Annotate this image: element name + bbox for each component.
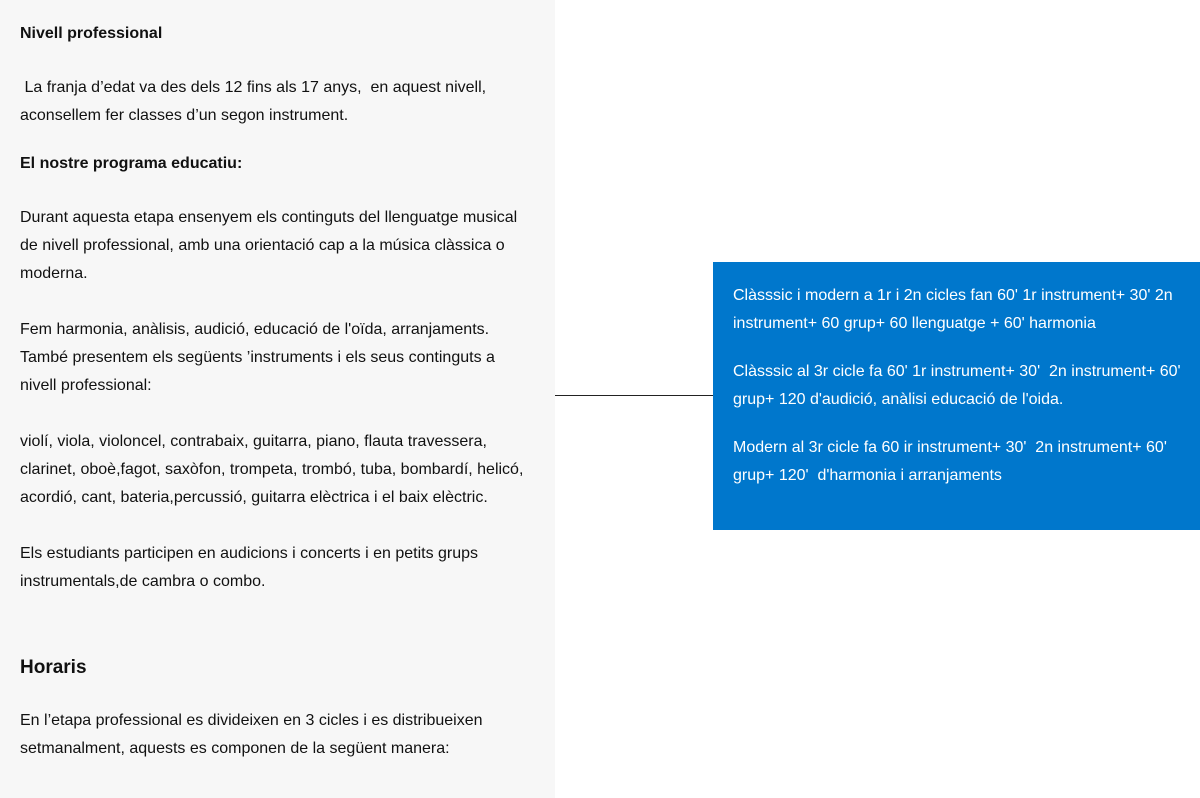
intro-paragraph: La franja d’edat va des dels 12 fins als 17 anys, en aquest nivell, aconsellem fer classes d’un segon instrument.	[20, 79, 491, 124]
program-heading: El nostre programa educatiu:	[20, 155, 243, 172]
connector-line	[555, 395, 713, 396]
schedule-item-classic-3r: Clàsssic al 3r cicle fa 60' 1r instrument+ 30' 2n instrument+ 60' grup+ 120 d'audició, anàlisi educació de l'oida.	[733, 363, 1186, 408]
schedule-item-modern-3r: Modern al 3r cicle fa 60 ir instrument+ 30' 2n instrument+ 60' grup+ 120' d'harmonia i arranjaments	[733, 439, 1172, 484]
content-column	[20, 20, 530, 763]
program-paragraph-4: Els estudiants participen en audicions i concerts i en petits grups instrumentals,de cambra o combo.	[20, 545, 479, 590]
schedule-info-box	[713, 262, 1200, 530]
program-paragraph-1: Durant aquesta etapa ensenyem els continguts del llenguatge musical de nivell professional, amb una orientació cap a la música clàssica o moderna.	[20, 209, 518, 282]
content-panel	[0, 0, 555, 798]
schedule-heading: Horaris	[20, 657, 87, 678]
instruments-list: violí, viola, violoncel, contrabaix, guitarra, piano, flauta travessera, clarinet, oboè,fagot, saxòfon, trompeta, trombó, tuba, bombardí, helicó, acordió, cant, bateria,percussió, guitarra elèctrica i el baix elèctric.	[20, 433, 524, 506]
schedule-paragraph: En l’etapa professional es divideixen en 3 cicles i es distribueixen setmanalment, aquests es componen de la següent manera:	[20, 712, 483, 757]
schedule-info-content	[733, 282, 1186, 490]
program-paragraph-2: Fem harmonia, anàlisis, audició, educació de l'oïda, arranjaments. També presentem els següents ’instruments i els seus continguts a nivell professional:	[20, 321, 495, 394]
level-heading: Nivell professional	[20, 25, 163, 42]
schedule-item-classic-modern: Clàsssic i modern a 1r i 2n cicles fan 60' 1r instrument+ 30' 2n instrument+ 60 grup+ 60 llenguatge + 60' harmonia	[733, 287, 1173, 332]
